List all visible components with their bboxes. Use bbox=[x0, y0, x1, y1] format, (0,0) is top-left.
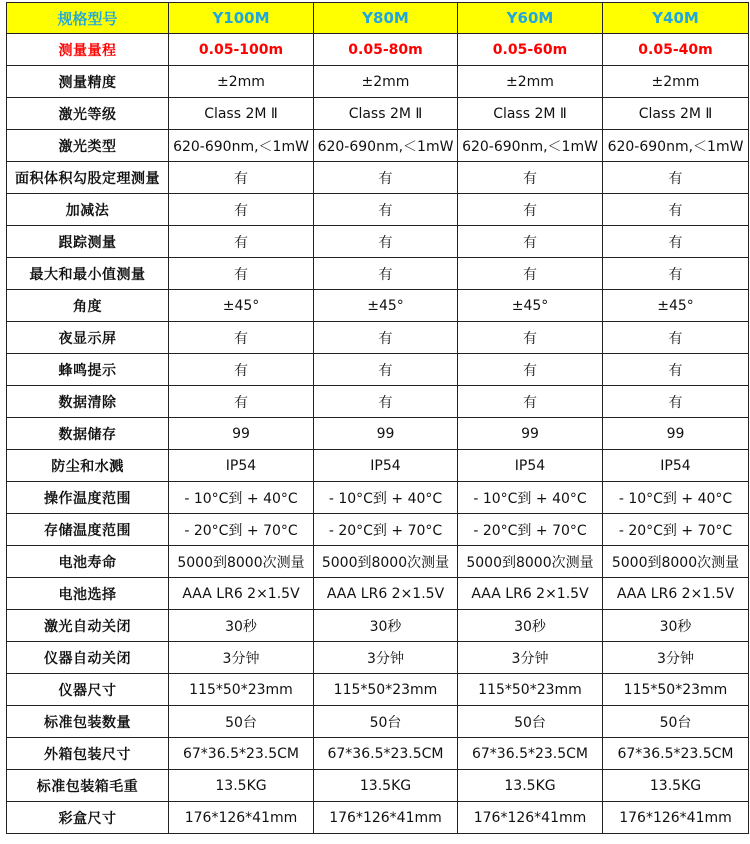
value-cell: ±45° bbox=[314, 290, 458, 322]
value-cell: 有 bbox=[169, 386, 314, 418]
row-label: 电池寿命 bbox=[7, 546, 169, 578]
table-row bbox=[7, 770, 749, 802]
value-cell: 有 bbox=[458, 386, 603, 418]
value-cell: 67*36.5*23.5CM bbox=[314, 738, 458, 770]
table-row bbox=[7, 66, 749, 98]
value-cell: 13.5KG bbox=[169, 770, 314, 802]
value-cell: 3分钟 bbox=[603, 642, 749, 674]
value-cell: ±45° bbox=[603, 290, 749, 322]
value-cell: 有 bbox=[603, 322, 749, 354]
value-cell: Class 2M Ⅱ bbox=[314, 98, 458, 130]
value-cell: 99 bbox=[314, 418, 458, 450]
row-label: 存储温度范围 bbox=[7, 514, 169, 546]
value-cell: AAA LR6 2×1.5V bbox=[603, 578, 749, 610]
value-cell: 620-690nm,＜1mW bbox=[314, 130, 458, 162]
value-cell: 有 bbox=[314, 162, 458, 194]
row-label: 角度 bbox=[7, 290, 169, 322]
value-cell: 有 bbox=[169, 322, 314, 354]
value-cell: 115*50*23mm bbox=[314, 674, 458, 706]
value-cell: 5000到8000次测量 bbox=[603, 546, 749, 578]
value-cell: Class 2M Ⅱ bbox=[458, 98, 603, 130]
row-label: 防尘和水溅 bbox=[7, 450, 169, 482]
table-row bbox=[7, 706, 749, 738]
row-label: 测量量程 bbox=[7, 34, 169, 66]
value-cell: 176*126*41mm bbox=[169, 802, 314, 834]
row-label: 激光等级 bbox=[7, 98, 169, 130]
table-row bbox=[7, 546, 749, 578]
value-cell: 13.5KG bbox=[603, 770, 749, 802]
row-label: 仪器尺寸 bbox=[7, 674, 169, 706]
table-row bbox=[7, 34, 749, 66]
value-cell: 50台 bbox=[603, 706, 749, 738]
table-row bbox=[7, 130, 749, 162]
value-cell: 有 bbox=[314, 386, 458, 418]
value-cell: 0.05-60m bbox=[458, 34, 603, 66]
value-cell: ±2mm bbox=[314, 66, 458, 98]
row-label: 电池选择 bbox=[7, 578, 169, 610]
table-row bbox=[7, 642, 749, 674]
row-label: 仪器自动关闭 bbox=[7, 642, 169, 674]
value-cell: ±45° bbox=[458, 290, 603, 322]
value-cell: 有 bbox=[458, 258, 603, 290]
value-cell: Class 2M Ⅱ bbox=[603, 98, 749, 130]
value-cell: 99 bbox=[603, 418, 749, 450]
value-cell: 0.05-40m bbox=[603, 34, 749, 66]
row-label: 激光类型 bbox=[7, 130, 169, 162]
row-label: 操作温度范围 bbox=[7, 482, 169, 514]
value-cell: 有 bbox=[314, 322, 458, 354]
value-cell: AAA LR6 2×1.5V bbox=[169, 578, 314, 610]
value-cell: 50台 bbox=[458, 706, 603, 738]
value-cell: 有 bbox=[603, 386, 749, 418]
value-cell: 30秒 bbox=[314, 610, 458, 642]
table-row bbox=[7, 226, 749, 258]
table-row bbox=[7, 194, 749, 226]
value-cell: ±2mm bbox=[458, 66, 603, 98]
value-cell: 有 bbox=[169, 194, 314, 226]
table-row bbox=[7, 354, 749, 386]
value-cell: 有 bbox=[169, 226, 314, 258]
model-cell-y100m: Y100M bbox=[169, 3, 314, 34]
value-cell: 3分钟 bbox=[458, 642, 603, 674]
value-cell: 620-690nm,＜1mW bbox=[169, 130, 314, 162]
row-label: 测量精度 bbox=[7, 66, 169, 98]
table-row bbox=[7, 578, 749, 610]
row-label: 蜂鸣提示 bbox=[7, 354, 169, 386]
value-cell: 176*126*41mm bbox=[314, 802, 458, 834]
value-cell: 176*126*41mm bbox=[603, 802, 749, 834]
value-cell: 5000到8000次测量 bbox=[458, 546, 603, 578]
value-cell: 有 bbox=[169, 258, 314, 290]
table-row bbox=[7, 258, 749, 290]
row-label: 数据清除 bbox=[7, 386, 169, 418]
value-cell: 620-690nm,＜1mW bbox=[458, 130, 603, 162]
value-cell: 有 bbox=[603, 226, 749, 258]
value-cell: IP54 bbox=[458, 450, 603, 482]
table-row bbox=[7, 98, 749, 130]
value-cell: 3分钟 bbox=[169, 642, 314, 674]
value-cell: - 10°C到 + 40°C bbox=[169, 482, 314, 514]
value-cell: - 20°C到 + 70°C bbox=[169, 514, 314, 546]
row-label: 加减法 bbox=[7, 194, 169, 226]
value-cell: - 20°C到 + 70°C bbox=[458, 514, 603, 546]
table-row bbox=[7, 610, 749, 642]
value-cell: 0.05-80m bbox=[314, 34, 458, 66]
value-cell: 67*36.5*23.5CM bbox=[458, 738, 603, 770]
value-cell: 有 bbox=[314, 258, 458, 290]
value-cell: ±2mm bbox=[603, 66, 749, 98]
value-cell: 30秒 bbox=[169, 610, 314, 642]
row-label: 数据储存 bbox=[7, 418, 169, 450]
value-cell: 5000到8000次测量 bbox=[169, 546, 314, 578]
value-cell: - 10°C到 + 40°C bbox=[603, 482, 749, 514]
row-label: 最大和最小值测量 bbox=[7, 258, 169, 290]
table-row bbox=[7, 418, 749, 450]
row-label: 跟踪测量 bbox=[7, 226, 169, 258]
value-cell: IP54 bbox=[603, 450, 749, 482]
value-cell: 67*36.5*23.5CM bbox=[603, 738, 749, 770]
spec-table-header bbox=[7, 3, 749, 34]
value-cell: 有 bbox=[314, 226, 458, 258]
spec-table bbox=[6, 2, 749, 834]
table-row bbox=[7, 290, 749, 322]
table-row bbox=[7, 450, 749, 482]
value-cell: 176*126*41mm bbox=[458, 802, 603, 834]
value-cell: 115*50*23mm bbox=[603, 674, 749, 706]
table-row bbox=[7, 674, 749, 706]
value-cell: 99 bbox=[458, 418, 603, 450]
value-cell: 67*36.5*23.5CM bbox=[169, 738, 314, 770]
spec-table-body bbox=[7, 34, 749, 834]
table-row bbox=[7, 514, 749, 546]
value-cell: 13.5KG bbox=[314, 770, 458, 802]
value-cell: 有 bbox=[314, 354, 458, 386]
value-cell: 有 bbox=[314, 194, 458, 226]
value-cell: 50台 bbox=[314, 706, 458, 738]
row-label: 激光自动关闭 bbox=[7, 610, 169, 642]
table-row bbox=[7, 322, 749, 354]
value-cell: 50台 bbox=[169, 706, 314, 738]
row-label: 标准包装数量 bbox=[7, 706, 169, 738]
model-cell-y60m: Y60M bbox=[458, 3, 603, 34]
value-cell: 有 bbox=[603, 354, 749, 386]
row-label: 彩盒尺寸 bbox=[7, 802, 169, 834]
value-cell: 115*50*23mm bbox=[458, 674, 603, 706]
table-row bbox=[7, 802, 749, 834]
row-label: 夜显示屏 bbox=[7, 322, 169, 354]
value-cell: 0.05-100m bbox=[169, 34, 314, 66]
table-row bbox=[7, 162, 749, 194]
value-cell: 5000到8000次测量 bbox=[314, 546, 458, 578]
model-cell-y40m: Y40M bbox=[603, 3, 749, 34]
value-cell: 620-690nm,＜1mW bbox=[603, 130, 749, 162]
value-cell: - 20°C到 + 70°C bbox=[603, 514, 749, 546]
value-cell: 有 bbox=[458, 322, 603, 354]
value-cell: 115*50*23mm bbox=[169, 674, 314, 706]
value-cell: 有 bbox=[458, 226, 603, 258]
value-cell: 有 bbox=[169, 354, 314, 386]
value-cell: 有 bbox=[458, 194, 603, 226]
table-row bbox=[7, 738, 749, 770]
table-row bbox=[7, 386, 749, 418]
value-cell: AAA LR6 2×1.5V bbox=[458, 578, 603, 610]
value-cell: 13.5KG bbox=[458, 770, 603, 802]
value-cell: - 20°C到 + 70°C bbox=[314, 514, 458, 546]
spec-label-cell: 规格型号 bbox=[7, 3, 169, 34]
value-cell: IP54 bbox=[169, 450, 314, 482]
value-cell: 30秒 bbox=[603, 610, 749, 642]
row-label: 外箱包装尺寸 bbox=[7, 738, 169, 770]
value-cell: 有 bbox=[458, 354, 603, 386]
table-row bbox=[7, 482, 749, 514]
model-cell-y80m: Y80M bbox=[314, 3, 458, 34]
value-cell: - 10°C到 + 40°C bbox=[458, 482, 603, 514]
value-cell: 30秒 bbox=[458, 610, 603, 642]
value-cell: 有 bbox=[458, 162, 603, 194]
value-cell: 有 bbox=[603, 162, 749, 194]
value-cell: Class 2M Ⅱ bbox=[169, 98, 314, 130]
value-cell: 3分钟 bbox=[314, 642, 458, 674]
value-cell: IP54 bbox=[314, 450, 458, 482]
header-row bbox=[7, 3, 749, 34]
row-label: 面积体积勾股定理测量 bbox=[7, 162, 169, 194]
value-cell: ±2mm bbox=[169, 66, 314, 98]
value-cell: ±45° bbox=[169, 290, 314, 322]
row-label: 标准包装箱毛重 bbox=[7, 770, 169, 802]
value-cell: 有 bbox=[603, 258, 749, 290]
value-cell: AAA LR6 2×1.5V bbox=[314, 578, 458, 610]
value-cell: 有 bbox=[169, 162, 314, 194]
value-cell: - 10°C到 + 40°C bbox=[314, 482, 458, 514]
value-cell: 99 bbox=[169, 418, 314, 450]
value-cell: 有 bbox=[603, 194, 749, 226]
